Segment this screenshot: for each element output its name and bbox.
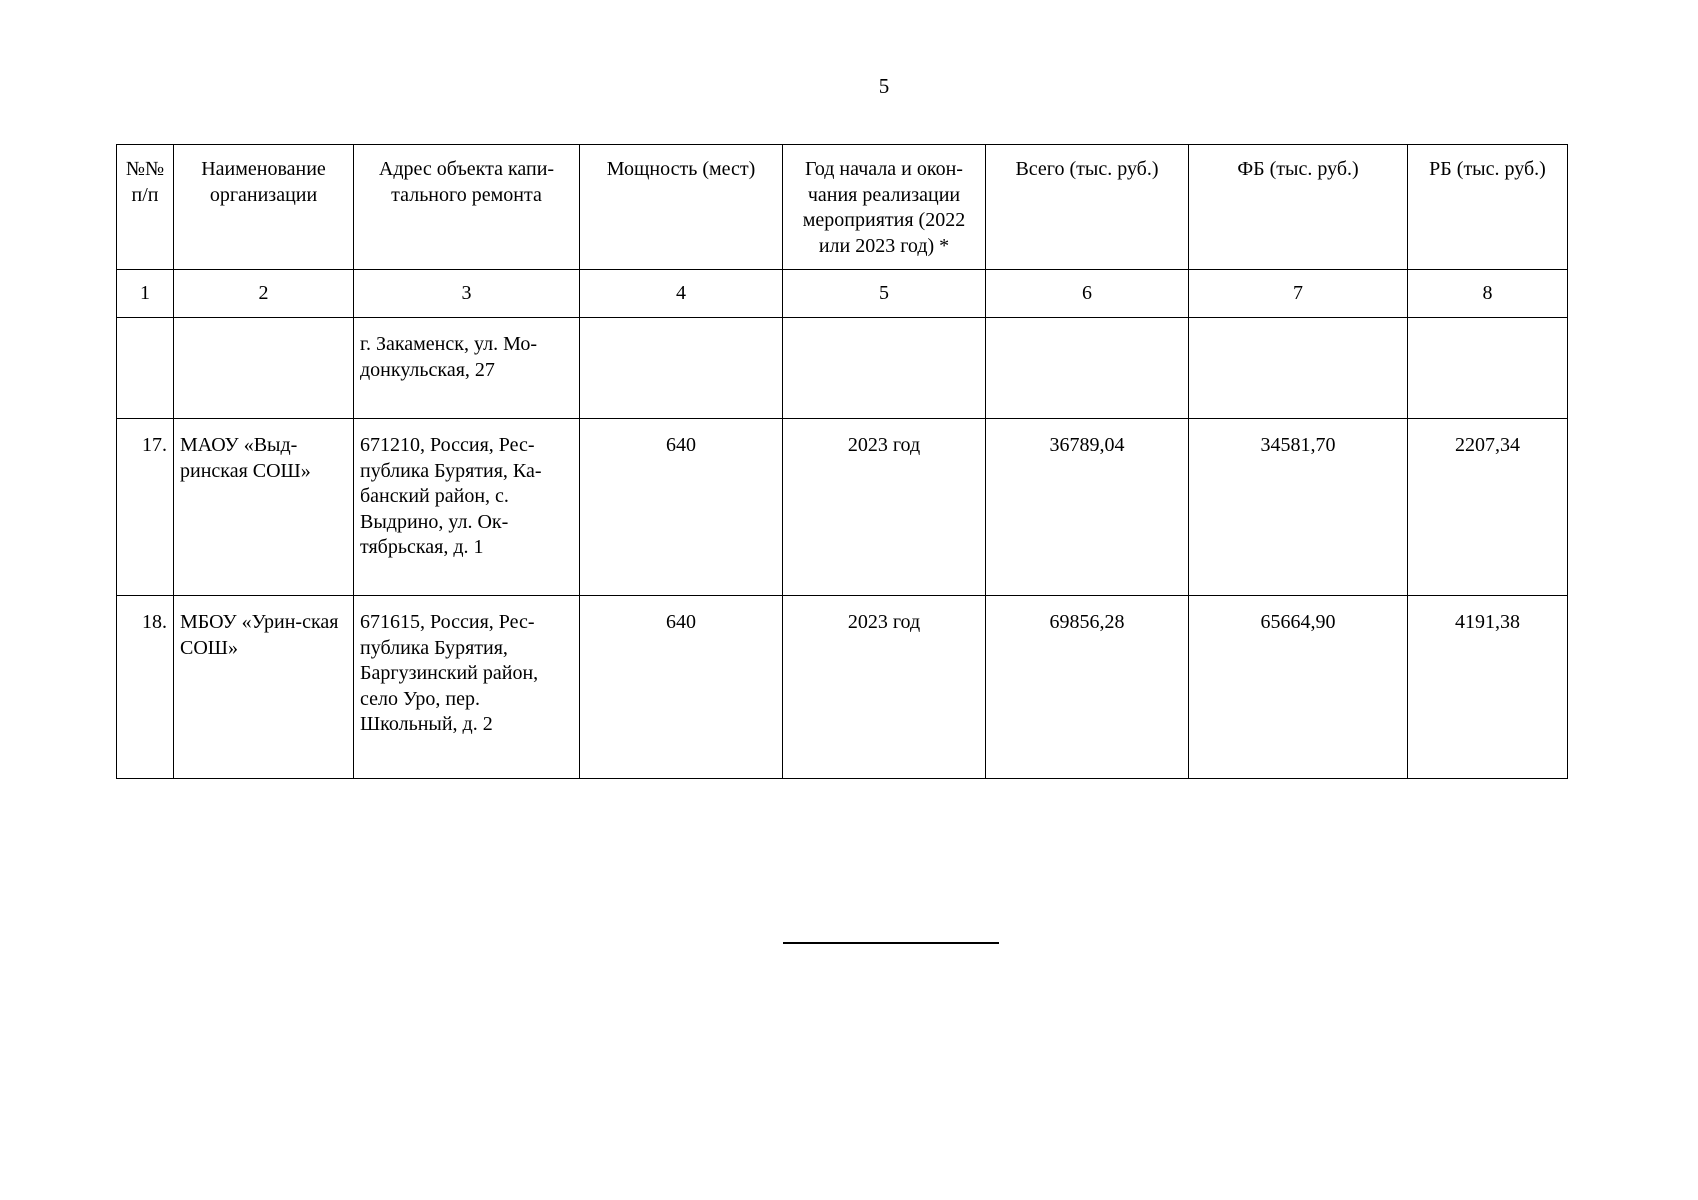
capital-repair-table [116,144,1568,779]
column-number-row [117,270,1568,318]
header-cell-address: Адрес объекта капи-тального ремонта [354,145,580,270]
header-cell-capacity: Мощность (мест) [580,145,783,270]
row-number: 18. [117,596,174,779]
header-cell-organization: Наименование организации [174,145,354,270]
column-number: 5 [783,270,986,318]
column-number: 3 [354,270,580,318]
table-row [117,318,1568,419]
federal-budget-value: 34581,70 [1189,419,1408,596]
republic-budget-value [1408,318,1568,419]
total-value [986,318,1189,419]
object-address: 671210, Россия, Рес-публика Бурятия, Ка-банский район, с. Выдрино, ул. Ок-тябрьская, д. 1 [354,419,580,596]
capacity-value: 640 [580,419,783,596]
column-number: 1 [117,270,174,318]
capacity-value: 640 [580,596,783,779]
header-row [117,145,1568,270]
row-number [117,318,174,419]
column-number: 8 [1408,270,1568,318]
year-value: 2023 год [783,419,986,596]
organization-name: МБОУ «Урин-ская СОШ» [174,596,354,779]
organization-name: МАОУ «Выд-ринская СОШ» [174,419,354,596]
year-value [783,318,986,419]
column-number: 7 [1189,270,1408,318]
end-of-document-rule [783,942,999,944]
object-address: 671615, Россия, Рес-публика Бурятия, Баргузинский район, село Уро, пер. Школьный, д. 2 [354,596,580,779]
column-number: 4 [580,270,783,318]
header-cell-republic-budget: РБ (тыс. руб.) [1408,145,1568,270]
header-cell-total: Всего (тыс. руб.) [986,145,1189,270]
page-number: 5 [878,74,890,98]
total-value: 36789,04 [986,419,1189,596]
object-address: г. Закаменск, ул. Мо-донкульская, 27 [354,318,580,419]
total-value: 69856,28 [986,596,1189,779]
header-cell-federal-budget: ФБ (тыс. руб.) [1189,145,1408,270]
organization-name [174,318,354,419]
column-number: 6 [986,270,1189,318]
table-row [117,596,1568,779]
federal-budget-value [1189,318,1408,419]
row-number: 17. [117,419,174,596]
header-cell-years: Год начала и окон-чания реализации мероприятия (2022 или 2023 год) * [783,145,986,270]
republic-budget-value: 2207,34 [1408,419,1568,596]
republic-budget-value: 4191,38 [1408,596,1568,779]
header-cell-number: №№ п/п [117,145,174,270]
column-number: 2 [174,270,354,318]
year-value: 2023 год [783,596,986,779]
capacity-value [580,318,783,419]
federal-budget-value: 65664,90 [1189,596,1408,779]
table-row [117,419,1568,596]
